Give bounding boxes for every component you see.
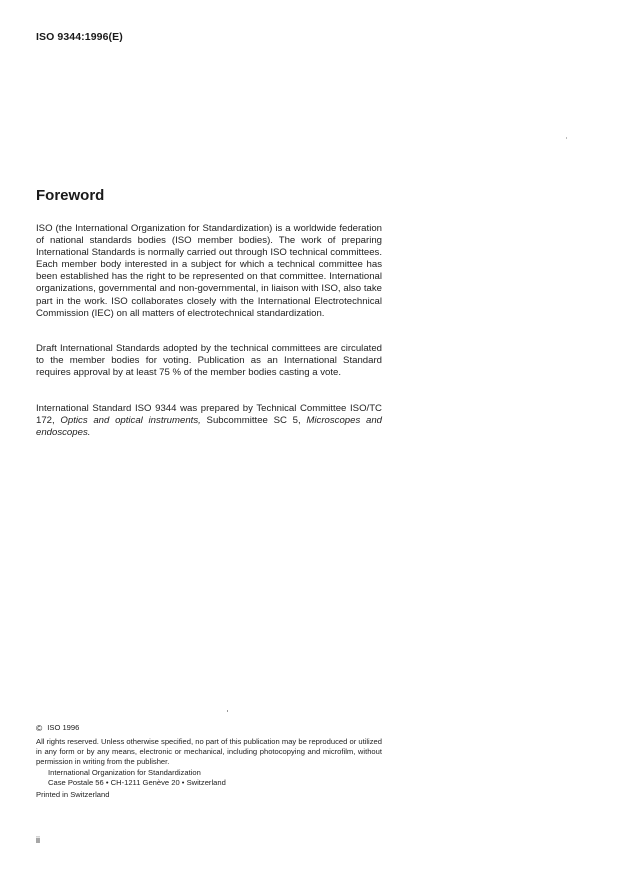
organization-address: Case Postale 56 • CH-1211 Genève 20 • Switzerland: [48, 778, 226, 787]
copyright-year: ISO 1996: [47, 723, 80, 732]
document-id-header: ISO 9344:1996(E): [36, 31, 123, 43]
paragraph-3-italic-title-2: Microscopes and endoscopes.: [36, 415, 382, 439]
organization-name: International Organization for Standardization: [48, 768, 201, 777]
printed-in: Printed in Switzerland: [36, 790, 110, 799]
print-speck: [227, 710, 228, 712]
rights-notice: All rights reserved. Unless otherwise specified, no part of this publication may be reproduced or utilized in any form or by any means, electronic or mechanical, including photocopying and microfilm, without permission in writing from the publisher.: [36, 737, 382, 766]
copyright-block: [36, 723, 382, 800]
foreword-paragraph-2: Draft International Standards adopted by the technical committees are circulated to the member bodies for voting. Publication as an International Standard requires approval by at least 75 % of the member bodies casting a vote.: [36, 343, 382, 379]
paragraph-3-italic-title-1: Optics and optical instruments,: [60, 415, 201, 427]
copyright-line: [36, 723, 382, 733]
print-speck: [566, 137, 567, 139]
foreword-paragraph-3: [36, 403, 382, 439]
page-number: ii: [36, 835, 40, 845]
foreword-title: Foreword: [36, 187, 105, 204]
paragraph-3-prefix: International Standard ISO 9344 was prepared by Technical Committee ISO/TC 172,: [36, 403, 382, 427]
foreword-paragraph-1: ISO (the International Organization for Standardization) is a worldwide federation of national standards bodies (ISO member bodies). The work of preparing International Standards is normally carried out through ISO technical committees. Each member body interested in a subject for which a technical committee has been established has the right to be represented on that committee. International organizations, governmental and non-governmental, in liaison with ISO, also take part in the work. ISO collaborates closely with the International Electrotechnical Commission (IEC) on all matters of electrotechnical standardization.: [36, 223, 382, 319]
paragraph-3-middle: Subcommittee SC 5,: [200, 415, 307, 427]
copyright-symbol: ©: [36, 723, 43, 733]
